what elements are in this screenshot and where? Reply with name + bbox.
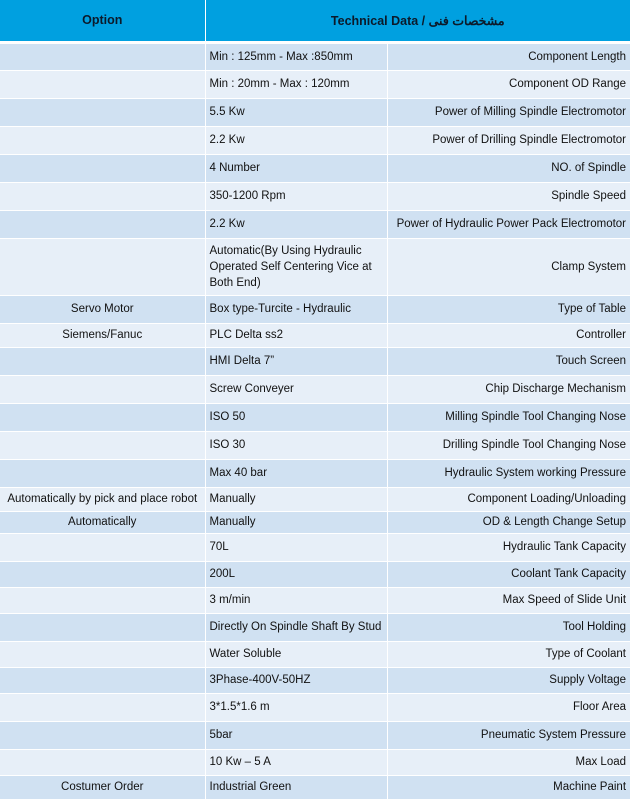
value-cell: HMI Delta 7” (205, 347, 387, 375)
value-cell: Water Soluble (205, 641, 387, 667)
value-cell: 200L (205, 561, 387, 587)
parameter-cell: Clamp System (387, 238, 630, 295)
table-row (0, 210, 630, 238)
value-cell: PLC Delta ss2 (205, 323, 387, 347)
parameter-cell: Machine Paint (387, 775, 630, 799)
option-cell (0, 613, 205, 641)
parameter-cell: Component Length (387, 42, 630, 70)
parameter-cell: NO. of Spindle (387, 154, 630, 182)
parameter-cell: Component Loading/Unloading (387, 487, 630, 511)
parameter-cell: Power of Hydraulic Power Pack Electromotor (387, 210, 630, 238)
option-cell: Automatically by pick and place robot (0, 487, 205, 511)
parameter-cell: Component OD Range (387, 70, 630, 98)
option-cell (0, 667, 205, 693)
table-row (0, 238, 630, 295)
value-cell: Box type-Turcite - Hydraulic (205, 295, 387, 323)
value-cell: Manually (205, 487, 387, 511)
table-row (0, 431, 630, 459)
parameter-cell: Coolant Tank Capacity (387, 561, 630, 587)
table-row (0, 42, 630, 70)
option-cell (0, 431, 205, 459)
parameter-cell: Hydraulic System working Pressure (387, 459, 630, 487)
parameter-cell: Power of Drilling Spindle Electromotor (387, 126, 630, 154)
value-cell: Directly On Spindle Shaft By Stud (205, 613, 387, 641)
value-cell: Automatic(By Using Hydraulic Operated Self Centering Vice at Both End) (205, 238, 387, 295)
parameter-cell: Drilling Spindle Tool Changing Nose (387, 431, 630, 459)
value-cell: 3Phase-400V-50HZ (205, 667, 387, 693)
value-cell: Max 40 bar (205, 459, 387, 487)
parameter-cell: Type of Table (387, 295, 630, 323)
table-row (0, 641, 630, 667)
parameter-cell: Hydraulic Tank Capacity (387, 533, 630, 561)
table-row (0, 70, 630, 98)
parameter-cell: Tool Holding (387, 613, 630, 641)
table-row (0, 375, 630, 403)
parameter-cell: Supply Voltage (387, 667, 630, 693)
parameter-cell: Floor Area (387, 693, 630, 721)
table-row (0, 126, 630, 154)
value-cell: 2.2 Kw (205, 210, 387, 238)
option-cell (0, 587, 205, 613)
option-cell (0, 42, 205, 70)
option-cell (0, 641, 205, 667)
option-cell (0, 721, 205, 749)
parameter-cell: Controller (387, 323, 630, 347)
table-row (0, 587, 630, 613)
table-row (0, 561, 630, 587)
technical-data-column-header: Technical Data / مشخصات فنی (205, 0, 630, 42)
table-row (0, 459, 630, 487)
value-cell: 70L (205, 533, 387, 561)
option-cell (0, 403, 205, 431)
value-cell: 4 Number (205, 154, 387, 182)
option-cell: Automatically (0, 511, 205, 533)
table-row (0, 323, 630, 347)
value-cell: Industrial Green (205, 775, 387, 799)
parameter-cell: Power of Milling Spindle Electromotor (387, 98, 630, 126)
table-row (0, 347, 630, 375)
value-cell: 3 m/min (205, 587, 387, 613)
option-column-header: Option (0, 0, 205, 42)
table-row (0, 775, 630, 799)
value-cell: 350-1200 Rpm (205, 182, 387, 210)
table-row (0, 667, 630, 693)
option-cell (0, 182, 205, 210)
option-cell (0, 126, 205, 154)
table-row (0, 533, 630, 561)
table-row (0, 295, 630, 323)
value-cell: Min : 125mm - Max :850mm (205, 42, 387, 70)
option-cell: Siemens/Fanuc (0, 323, 205, 347)
option-cell (0, 533, 205, 561)
table-row (0, 749, 630, 775)
parameter-cell: Pneumatic System Pressure (387, 721, 630, 749)
option-cell (0, 459, 205, 487)
value-cell: 3*1.5*1.6 m (205, 693, 387, 721)
parameter-cell: Max Load (387, 749, 630, 775)
parameter-cell: Type of Coolant (387, 641, 630, 667)
table-row (0, 613, 630, 641)
value-cell: Screw Conveyer (205, 375, 387, 403)
parameter-cell: Spindle Speed (387, 182, 630, 210)
value-cell: 10 Kw – 5 A (205, 749, 387, 775)
table-row (0, 98, 630, 126)
value-cell: 5bar (205, 721, 387, 749)
option-cell (0, 375, 205, 403)
parameter-cell: Milling Spindle Tool Changing Nose (387, 403, 630, 431)
option-cell (0, 347, 205, 375)
table-row (0, 182, 630, 210)
table-row (0, 487, 630, 511)
table-row (0, 693, 630, 721)
option-cell (0, 749, 205, 775)
value-cell: Min : 20mm - Max : 120mm (205, 70, 387, 98)
value-cell: ISO 50 (205, 403, 387, 431)
table-row (0, 154, 630, 182)
parameter-cell: Max Speed of Slide Unit (387, 587, 630, 613)
option-cell (0, 561, 205, 587)
parameter-cell: Touch Screen (387, 347, 630, 375)
option-cell: Costumer Order (0, 775, 205, 799)
option-cell (0, 154, 205, 182)
table-row (0, 403, 630, 431)
table-row (0, 511, 630, 533)
value-cell: ISO 30 (205, 431, 387, 459)
value-cell: Manually (205, 511, 387, 533)
table-header (0, 0, 630, 42)
option-cell: Servo Motor (0, 295, 205, 323)
option-cell (0, 238, 205, 295)
option-cell (0, 70, 205, 98)
table-body (0, 42, 630, 799)
parameter-cell: OD & Length Change Setup (387, 511, 630, 533)
table-row (0, 721, 630, 749)
option-cell (0, 210, 205, 238)
value-cell: 5.5 Kw (205, 98, 387, 126)
option-cell (0, 693, 205, 721)
parameter-cell: Chip Discharge Mechanism (387, 375, 630, 403)
option-cell (0, 98, 205, 126)
value-cell: 2.2 Kw (205, 126, 387, 154)
